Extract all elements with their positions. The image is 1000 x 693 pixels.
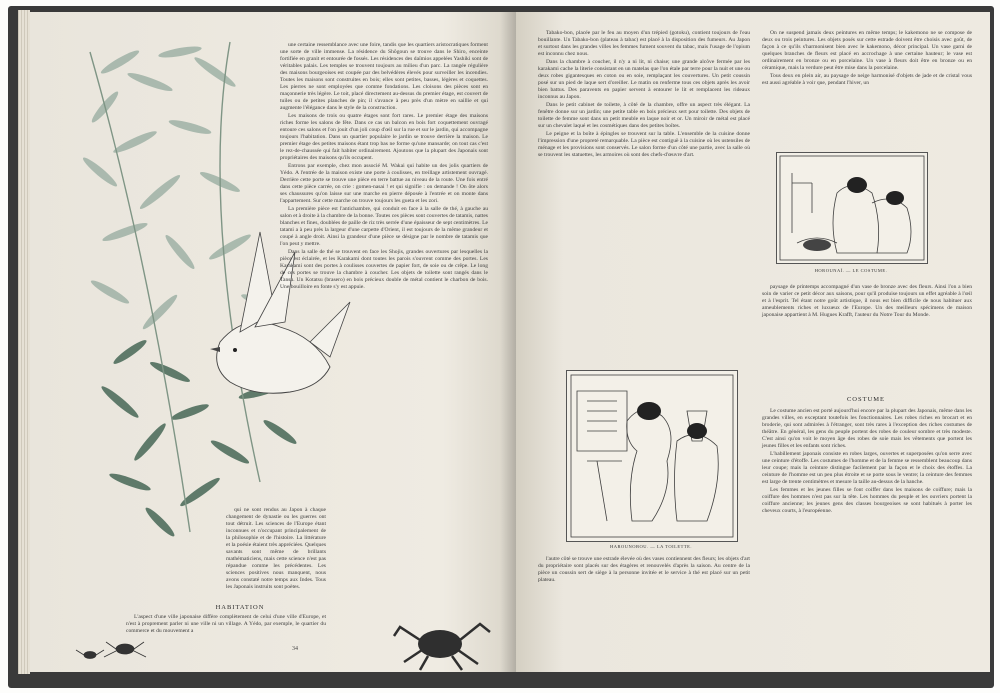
paragraph: paysage de printemps accompagné d'un vase de bronze avec des fleurs. Ainsi l'on a bien soin de varier ce petit décor aux saisons, pour qu'il produise toujours un effet agréable à l'œil et à l'esprit. Tel étant notre goût artistique, il nous est bien difficile de nous habituer aux ameublements riches et luxueux de l'Europe. Un des meilleurs spécimens de maison japonaise appartient à M. Hugues Krafft, l'auteur du Notre Tour du Monde.	[762, 284, 972, 318]
paragraph: l'autre côté se trouve une estrade élevée où des vases contiennent des fleurs; les objets d'art du propriétaire sont placés sur des étagères et renouvelés d'après la saison. Au centre de la pièce un coussin sert de siège à la personne invitée et le service à thé est placé sur un petit plateau.	[538, 556, 750, 583]
paragraph: L'habillement japonais consiste en robes larges, ouvertes et superposées qu'on serre avec une ceinture d'étoffe. Les costumes de l'homme et de la femme se ressemblent beaucoup dans leur coupe; mais la ceinture distingue facilement par la façon et le choix des étoffes. La ceinture de l'homme est un peu plus étroite et se porte sous le ventre; la ceinture des femmes est large de trente centimètres et mesure la taille au-dessus de la hanche.	[762, 451, 972, 485]
page-number: 34	[292, 646, 298, 652]
section-heading: COSTUME	[846, 396, 886, 403]
right-column-a	[538, 30, 750, 160]
left-column-a	[226, 507, 326, 592]
paragraph: Tabako-bon, placée par le feu au moyen d'un trépied (gotoku), contient toujours de l'eau bouillante. Un Tabako-bon (plateau à tabac) est placé à la disposition des fumeurs. Au Japon et surtout dans les grandes villes les femmes fument souvent du tabac, mais l'usage de l'opium est inconnu chez nous.	[538, 30, 750, 57]
woodblock-print-toilette	[567, 371, 737, 541]
paragraph: Le costume ancien est porté aujourd'hui encore par la plupart des Japonais, même dans les grandes villes, en exceptant toutefois les fonctionnaires. Les robes riches en brocart et en broderie, qui sont admirées à l'étranger, sont très rares à l'exception des riches costumes de théâtre. En général, les gens du peuple portent des robes de couleur sombre et très modeste. C'est ainsi qu'on voit le moyen âge des robes de soie mais les vêtements que portent les jeunes filles et les enfants sont riches.	[762, 408, 972, 449]
right-column-b	[762, 30, 972, 88]
paragraph: Les maisons de trois ou quatre étages sont fort rares. Le premier étage des maisons riches forme les salons de fête. Dans ce cas un balcon en bois fort coquettement ouvragé entoure ces salons et l'on jouit d'un joli coup d'œil sur la rue et sur le jardin, qui accompagne toujours l'habitation. Dans un quartier populaire le jardin se trouve derrière la maison. Le premier étage des petites maisons étant trop bas ne forme qu'une mansarde; on tout cas c'est le rez-de-chaussée qui fait habiter ordinairement. Ajoutons que la plupart des Japonais sont propriétaires des maisons qu'ils occupent.	[280, 113, 488, 161]
paragraph: Tous deux en plein air, au paysage de neige harmonisé d'objets de jade et de cristal vous est aussi agréable à voir que, pendant l'hiver, un	[762, 73, 972, 86]
crab-illustration	[390, 612, 510, 672]
paragraph: qui ne sont rendus au Japon à chaque changement de dynastie ou les guerres ont tout détruit. Les sciences de l'Europe étant inconnues et n'occupant principalement de la philosophie et de l'histoire. La littérature et la poésie étaient très appréciées. Quelques savants sont même de brillants mathématiciens, mais cette science n'est pas répandue comme les précédentes. Les sciences positives nous manquent, nous avons constaté notre temps aux Indes. Tous les Japonais instruits sont poètes.	[226, 507, 326, 590]
left-column-a-bottom	[126, 614, 326, 636]
paragraph: Dans le petit cabinet de toilette, à côté de la chambre, offre un aspect très élégant. La fenêtre donne sur un jardin; une petite table en bois précieux sert pour toilette. Des objets de toilette de femme sont dans un petit meuble en laque noir et or. Un miroir de métal est placé sur un chevalet laqué et les cosmétiques dans des petites boîtes.	[538, 102, 750, 129]
paragraph: Les femmes et les jeunes filles se font coiffer dans les maisons de coiffure; mais la coiffure des hommes n'est pas sur la tête. Les hommes du peuple et les ouvriers portent la coiffure ancienne; les jeunes gens des classes bourgeoises se sont habitués à porter les cheveux courts, à l'européenne.	[762, 487, 972, 514]
paragraph: Dans la salle de thé se trouvent en face les Shojis, grandes ouvertures par lesquelles la pièce est éclairée, et les Karakami dont toutes les parois s'ouvrent comme des portes. Les Karakami sont des portes à coulisses couvertes de papier fort, de soie ou de crêpe. Le long de ces portes se trouve la chambre à coucher. Les objets de toilette sont rangés dans le Tansu. Un Kotatsu (brasero) en bois précieux double de métal contient le charbon de bois. Une bouilloire en fonte s'y est appuie.	[280, 249, 488, 290]
paragraph: Dans la chambre à coucher, il n'y a ni lit, ni chaise; une grande alcôve fermée par les karakami cache la literie consistant en un matelas que l'on étale par terre pour la nuit et une ou deux robes gigantesques en coton ou en soie, remplaçant les couvertures. Un petit coussin posé sur un pied de laque sert d'oreiller. Le matin on renferme tous ces objets après les avoir bien battus. Des paravents en papier servent à entourer le lit et remplacent les rideaux inconnus au Japon.	[538, 59, 750, 100]
section-heading: HABITATION	[215, 604, 265, 611]
woodblock-print-costume	[777, 153, 927, 263]
right-column-a-bottom	[538, 556, 750, 585]
figure-caption: HOROUNAÏ. — LE COSTUME.	[814, 268, 888, 273]
figure-costume	[776, 152, 928, 264]
page-edges	[18, 10, 30, 674]
paragraph: La première pièce est l'antichambre, qui conduit en face à la salle de thé, à gauche au salon et à droite à la chambre de la bonne. Toutes ces pièces sont couvertes de tatamis, nattes blanches et fines, doublées de paille de riz très serrée d'une épaisseur de sept centimètres. Le tatami a à peu près la largeur d'une carpette d'Orient, il est toujours de la même grandeur et coupé à angle droit. Ainsi la grandeur d'une pièce se désigne par le nombre de tatamis que l'on peut y mettre.	[280, 206, 488, 247]
paragraph: Le peigne et la boîte à épingles se trouvent sur la table. L'ensemble de la cuisine donne l'impression d'une propreté remarquable. La pièce est contiguë à la cuisine où les ustensiles de ménage et les provisions sont conservés. Le salon forme d'un côté une partie, avec la salle où se trouvent les statuettes, les armoires où sont des chefs-d'œuvre d'art.	[538, 131, 750, 158]
paragraph: On ne suspend jamais deux peintures en même temps; le kakemono ne se compose de deux ou trois peintures. Les objets posés sur cette estrade doivent être choisis avec goût, de façon à ce qu'ils s'harmonisent bien avec le kakemono, décor principal. Un vase garni de quelques branches de fleurs est placé en accrochage à une certaine hauteur; le vase est ordinairement en bronze ou en porcelaine. Un vase à fleurs doit être en bronze ou en céramique, mais la verdure peut être mise dans la porcelaine.	[762, 30, 972, 71]
paragraph: L'aspect d'une ville japonaise diffère complètement de celui d'une ville d'Europe, et n'est à proprement parler ni une ville ni un village. A Yédo, par exemple, le quartier du commerce et du mouvement a	[126, 614, 326, 634]
left-column-b	[280, 42, 488, 292]
figure-caption: HAROUNOBOU. — LA TOILETTE.	[610, 544, 692, 549]
left-page	[30, 12, 516, 672]
right-page	[516, 12, 990, 672]
paragraph: Entrons par exemple, chez mon associé M. Wakai qui habite un des jolis quartiers de Yédo. A l'entrée de la maison existe une porte à coulisses, en treillage artistement ouvragé. Derrière cette porte se trouve une pièce en terre battue au niveau de la route. Une fois entré dans cette pièce carrée, on crie : gomen-nasai ! et qui signifie : on demande ! On ôte alors ses chaussures qu'on laisse sur une marche en pierre déposée à l'entrée et on monte dans l'appartement. Sur cette marche on trouve toujours les gueta et les zori.	[280, 163, 488, 204]
figure-toilette	[566, 370, 738, 542]
right-column-b-bottom	[762, 408, 972, 516]
paragraph: une certaine ressemblance avec une foire, tandis que les quartiers aristocratiques forment une sorte de ville immense. La résidence du Shôgoun se trouve dans le Shiro, enceinte fortifiée en granit et entourée de fossés. Les résidences des daïmios appelées Yashiki sont de véritables palais. Les temples se trouvent toujours au milieu d'un parc. La rangée régulière des maisons bourgeoises est coupée par des belvédères élevés pour surveiller les incendies. Toutes les maisons sont construites en bois; elles sont petites, basses, légères et coquettes. Les pierres ne sont employées que comme fondations. Les cloisons des pièces sont en maçonnerie très légère. Le toit, placé directement au-dessus du premier étage, est couvert de tuiles ou de petites planches de pin; il s'avance à peu près d'un mètre en saillie et qui augmente l'élégance dans le style de la construction.	[280, 42, 488, 111]
crab-icon	[76, 642, 146, 659]
right-column-b-middle	[762, 284, 972, 320]
